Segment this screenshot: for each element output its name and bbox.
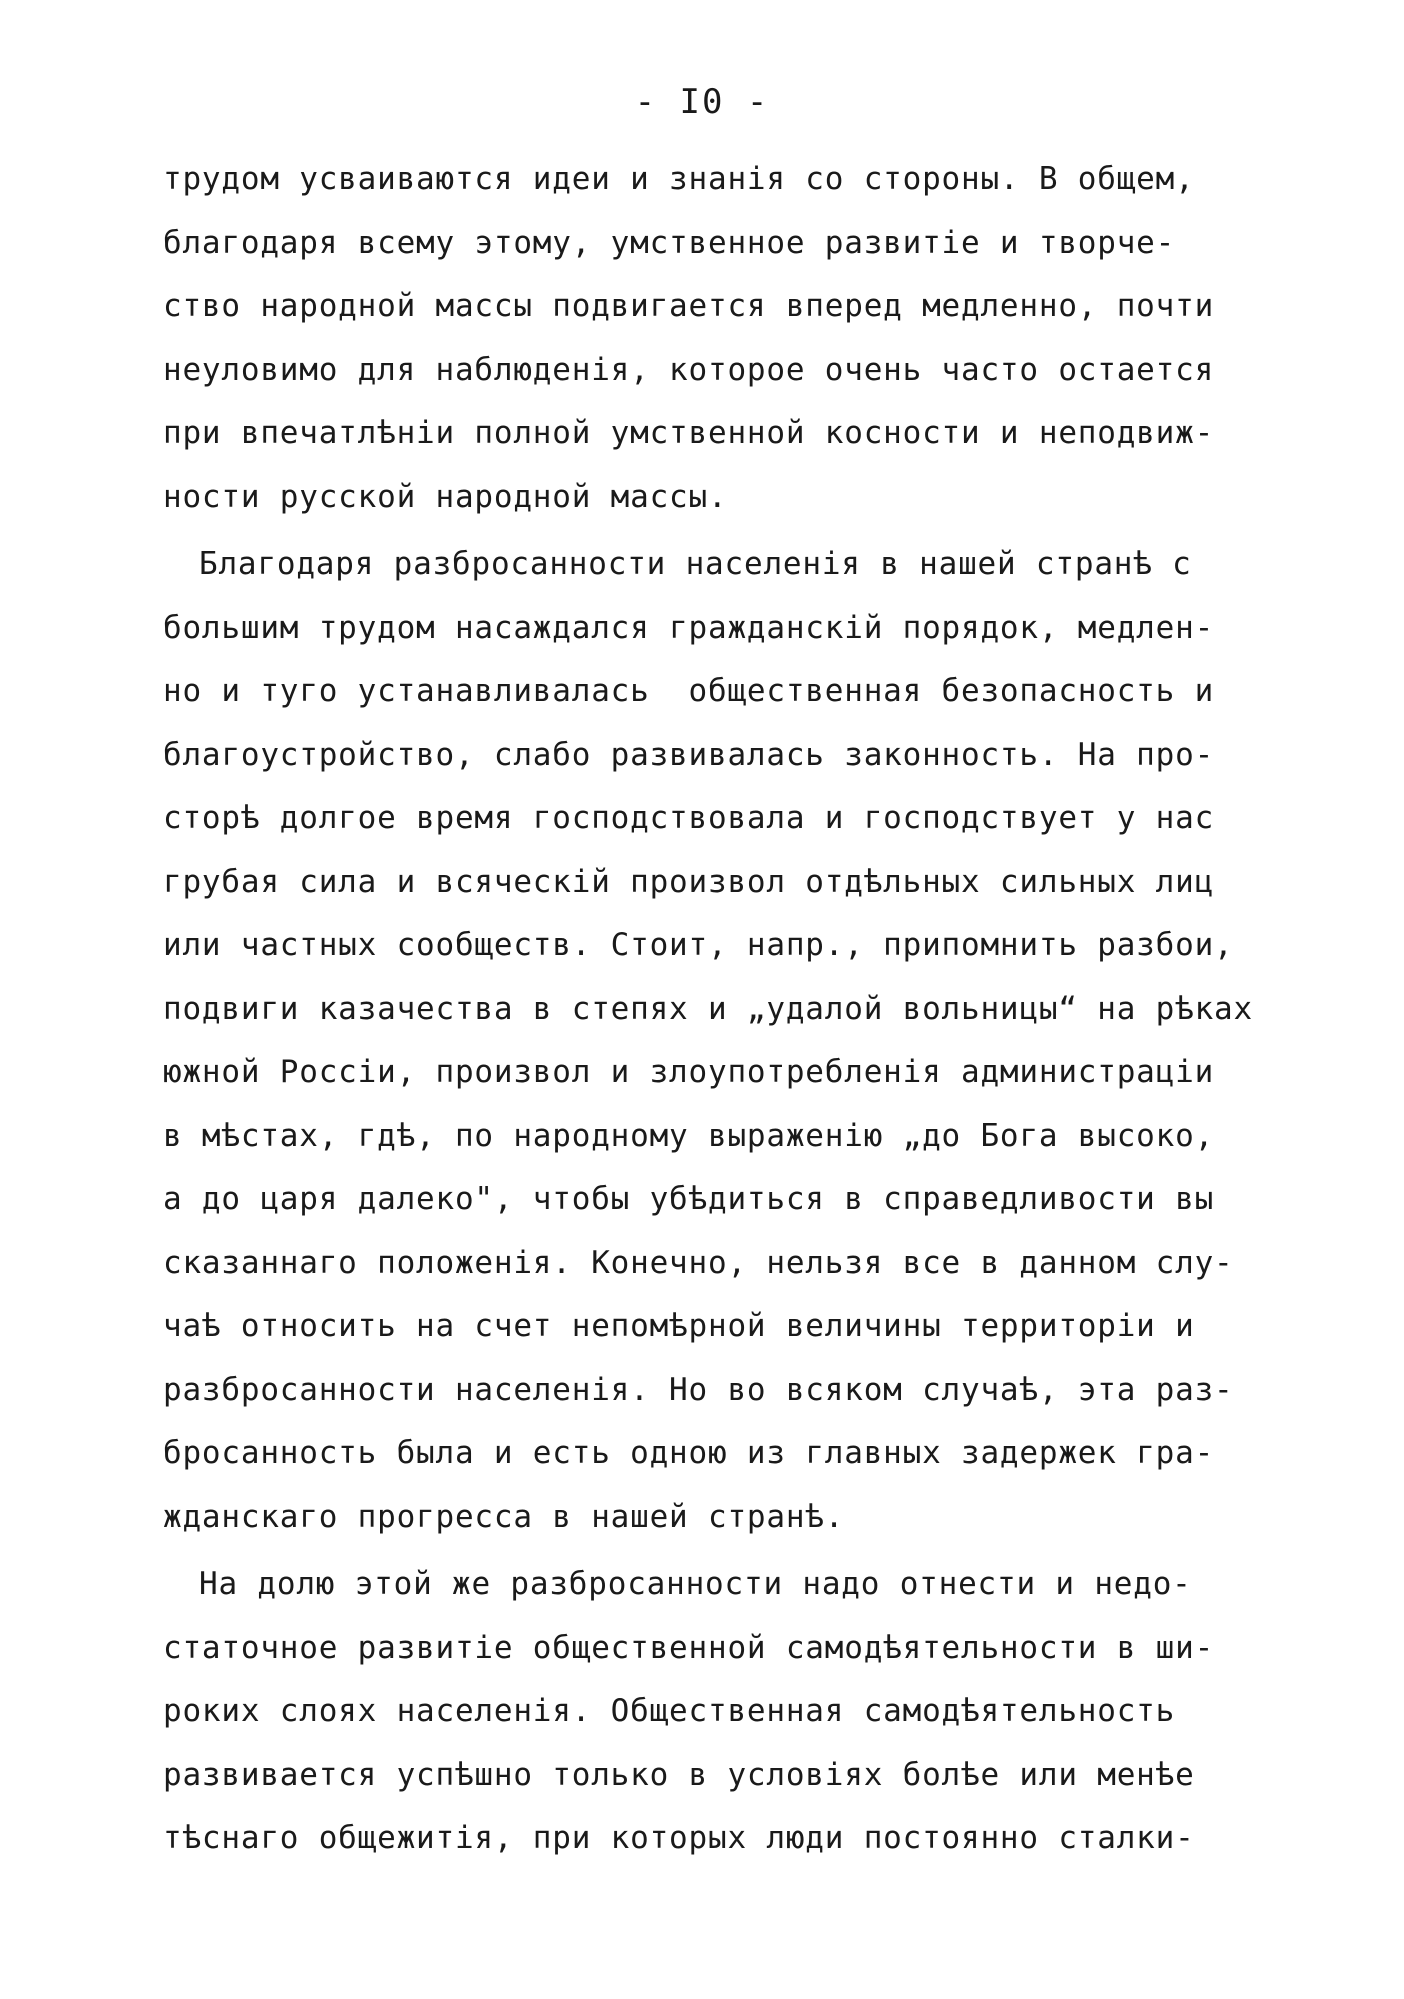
text-line: в мѣстах, гдѣ, по народному выраженію „до Бога высоко, (163, 1117, 1215, 1154)
text-line: большим трудом насаждался гражданскій порядок, медлен- (163, 609, 1215, 646)
text-line: южной Россіи, произвол и злоупотребленія администраціи (163, 1054, 1215, 1090)
paragraph-start-line: Благодаря разбросанности населенія в нашей странѣ с (199, 546, 1192, 582)
text-line: тѣснаго общежитія, при которых люди постоянно сталки- (163, 1820, 1195, 1856)
text-line: статочное развитіе общественной самодѣятельности в ши- (163, 1629, 1215, 1666)
text-line: но и туго устанавливалась общественная безопасность и (163, 673, 1215, 709)
text-line: бросанность была и есть одною из главных задержек гра- (163, 1435, 1215, 1471)
text-line: развивается успѣшно только в условіях болѣе или менѣе (163, 1756, 1195, 1793)
text-line: благодаря всему этому, умственное развитіе и творче- (163, 224, 1176, 261)
text-line: при впечатлѣніи полной умственной косности и неподвиж- (163, 415, 1215, 451)
text-line: жданскаго прогресса в нашей странѣ. (163, 1498, 845, 1535)
text-line: ности русской народной массы. (163, 478, 728, 515)
text-line: роких слоях населенія. Общественная самодѣятельность (163, 1693, 1176, 1729)
text-line: трудом усваиваются идеи и знанія со стороны. В общем, (163, 161, 1195, 197)
text-line: чаѣ относить на счет непомѣрной величины территоріи и (163, 1308, 1195, 1344)
text-line: сторѣ долгое время господствовала и господствует у нас (163, 800, 1215, 836)
body-text (163, 148, 1253, 1871)
text-line: неуловимо для наблюденія, которое очень часто остается (163, 351, 1215, 388)
text-line: или частных сообществ. Стоит, напр., припомнить разбои, (163, 927, 1234, 963)
text-line: ство народной массы подвигается вперед медленно, почти (163, 288, 1215, 324)
page-number: - I0 - (634, 82, 770, 122)
text-line: благоустройство, слабо развивалась законность. На про- (163, 736, 1215, 773)
paragraph-start-line: На долю этой же разбросанности надо отнести и недо- (199, 1566, 1192, 1602)
text-line: сказаннаго положенія. Конечно, нельзя все в данном слу- (163, 1244, 1234, 1281)
text-line: подвиги казачества в степях и „удалой вольницы“ на рѣках (163, 990, 1253, 1027)
text-line: а до царя далеко", чтобы убѣдиться в справедливости вы (163, 1181, 1215, 1217)
text-line: разбросанности населенія. Но во всяком случаѣ, эта раз- (163, 1371, 1234, 1408)
text-line: грубая сила и всяческій произвол отдѣльных сильных лиц (163, 863, 1215, 900)
